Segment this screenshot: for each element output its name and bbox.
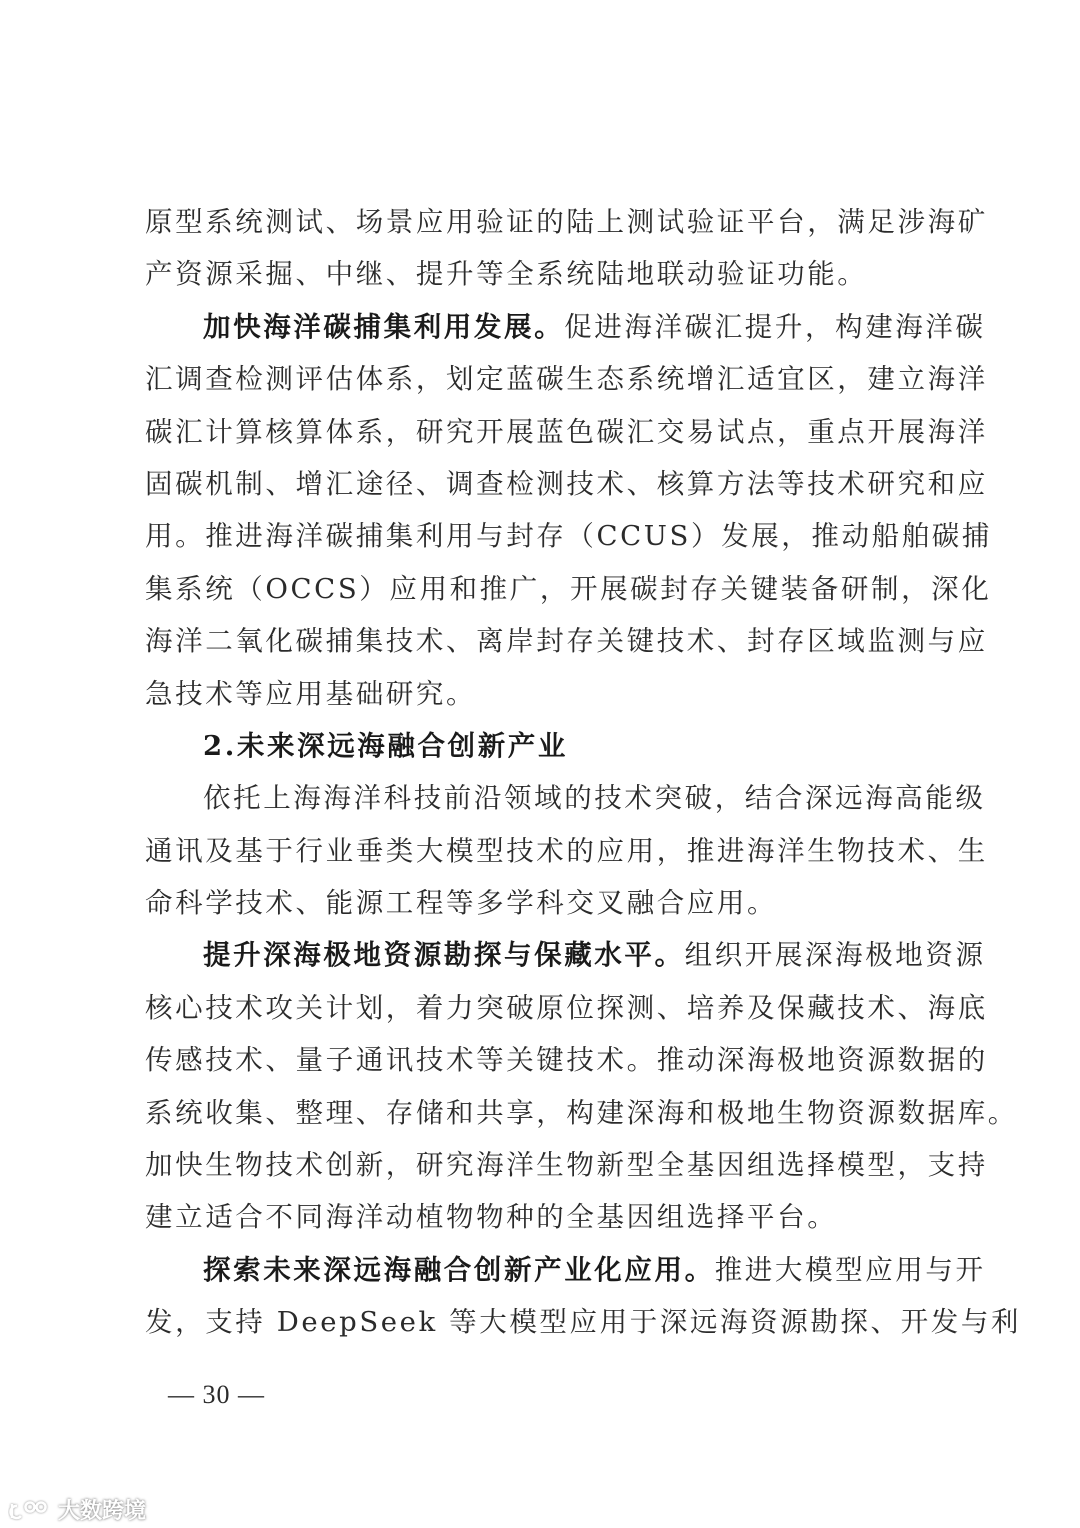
line-text: 急技术等应用基础研究。 [145, 677, 477, 710]
bold-lead-in: 提升深海极地资源勘探与保藏水平。 [203, 939, 685, 972]
line-text: 集系统（OCCS）应用和推广，开展碳封存关键装备研制，深化 [145, 572, 992, 605]
text-line [145, 196, 988, 248]
watermark-text: 大数跨境 [58, 1499, 147, 1524]
paragraph-start [145, 301, 986, 353]
document-body [145, 196, 1022, 1349]
line-text: 发，支持 DeepSeek 等大模型应用于深远海资源勘探、开发与利 [145, 1306, 1022, 1339]
line-text: 碳汇计算核算体系，研究开展蓝色碳汇交易试点，重点开展海洋 [145, 415, 988, 448]
dashu-logo-icon [8, 1498, 52, 1522]
text-line [145, 1139, 988, 1191]
text-line [145, 825, 988, 877]
text-line [145, 982, 988, 1034]
text-line [145, 615, 988, 667]
text-line [145, 248, 945, 300]
line-text: 加快生物技术创新，研究海洋生物新型全基因组选择模型，支持 [145, 1149, 988, 1182]
text-line [145, 353, 988, 405]
text-line [145, 1191, 945, 1243]
paragraph-start [145, 772, 986, 824]
line-text: 产资源采掘、中继、提升等全系统陆地联动验证功能。 [145, 258, 868, 291]
page-number: — 30 — [168, 1380, 265, 1409]
watermark [8, 1494, 146, 1525]
line-text: 用。推进海洋碳捕集利用与封存（CCUS）发展，推动船舶碳捕 [145, 520, 992, 553]
section-heading [145, 720, 945, 772]
line-text: 组织开展深海极地资源 [684, 939, 986, 972]
text-line [145, 1296, 1022, 1348]
text-line [145, 510, 992, 562]
line-text: 汇调查检测评估体系，划定蓝碳生态系统增汇适宜区，建立海洋 [145, 363, 988, 396]
line-text: 系统收集、整理、存储和共享，构建深海和极地生物资源数据库。 [145, 1096, 1018, 1129]
line-text: 推进大模型应用与开 [714, 1253, 986, 1286]
text-line [145, 668, 945, 720]
line-text: 通讯及基于行业垂类大模型技术的应用，推进海洋生物技术、生 [145, 834, 988, 867]
line-text: 建立适合不同海洋动植物物种的全基因组选择平台。 [145, 1201, 838, 1234]
text-line [145, 458, 988, 510]
line-text: 海洋二氧化碳捕集技术、离岸封存关键技术、封存区域监测与应 [145, 625, 988, 658]
paragraph-start [145, 1244, 986, 1296]
line-text: 命科学技术、能源工程等多学科交叉融合应用。 [145, 887, 778, 920]
text-line [145, 877, 945, 929]
text-line [145, 406, 988, 458]
text-line [145, 1034, 988, 1086]
line-text: 依托上海海洋科技前沿领域的技术突破，结合深远海高能级 [203, 782, 986, 815]
line-text: 固碳机制、增汇途径、调查检测技术、核算方法等技术研究和应 [145, 467, 988, 500]
line-text: 原型系统测试、场景应用验证的陆上测试验证平台，满足涉海矿 [145, 206, 988, 238]
paragraph-start [145, 929, 986, 981]
line-text: 核心技术攻关计划，着力突破原位探测、培养及保藏技术、海底 [145, 991, 988, 1024]
bold-lead-in: 探索未来深远海融合创新产业化应用。 [203, 1253, 715, 1286]
line-text: 促进海洋碳汇提升，构建海洋碳 [564, 310, 986, 343]
text-line [145, 563, 992, 615]
text-line [145, 1087, 1018, 1139]
bold-lead-in: 加快海洋碳捕集利用发展。 [203, 310, 565, 343]
line-text: 传感技术、量子通讯技术等关键技术。推动深海极地资源数据的 [145, 1044, 988, 1077]
heading-text: 2.未来深远海融合创新产业 [203, 729, 569, 762]
